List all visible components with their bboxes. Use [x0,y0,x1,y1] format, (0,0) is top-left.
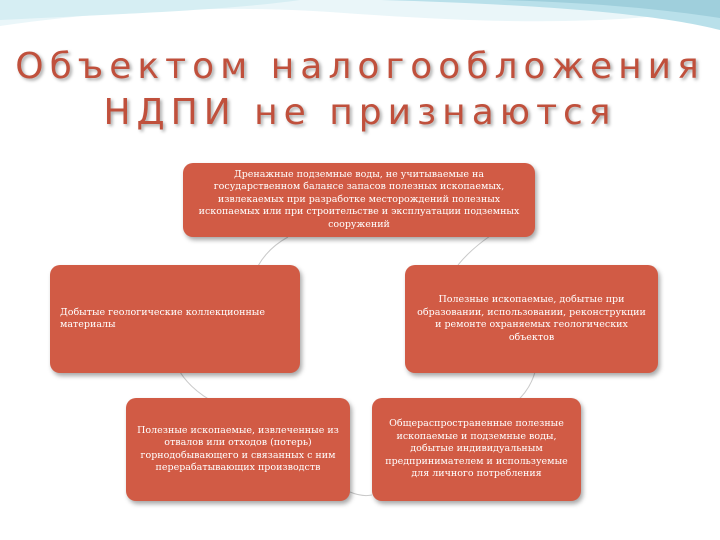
node-bottom-right-text: Общераспространенные полезные ископаемые и подземные воды, добытые индивидуальным предпринимателем и используемые для личного потребления [385,418,568,480]
node-bottom-left-text: Полезные ископаемые, извлеченные из отвалов или отходов (потерь) горнодобывающего и связанных с ним перерабатывающих производств [137,424,339,473]
node-top-text: Дренажные подземные воды, не учитываемые на государственном балансе запасов полезных ископаемых, извлекаемых при разработке месторождений полезных ископаемых или при строительстве и эксплуатации подземных сооружений [198,168,520,230]
title-line-1: Объектом налогообложения [15,46,705,87]
node-bottom-right [372,398,581,501]
title-line-2: НДПИ не признаются [103,92,617,133]
node-left [50,265,300,373]
node-left-text: Добытые геологические коллекционные материалы [60,306,265,330]
node-right-text: Полезные ископаемые, добытые при образовании, использовании, реконструкции и ремонте охраняемых геологических объектов [417,294,646,343]
connector-bottom [350,492,372,496]
node-bottom-left [126,398,350,501]
node-right [405,265,658,373]
node-top [183,163,535,237]
connector-top-right [458,236,490,265]
connector-left-top [258,237,288,266]
connector-left-bottom-left [180,372,210,400]
